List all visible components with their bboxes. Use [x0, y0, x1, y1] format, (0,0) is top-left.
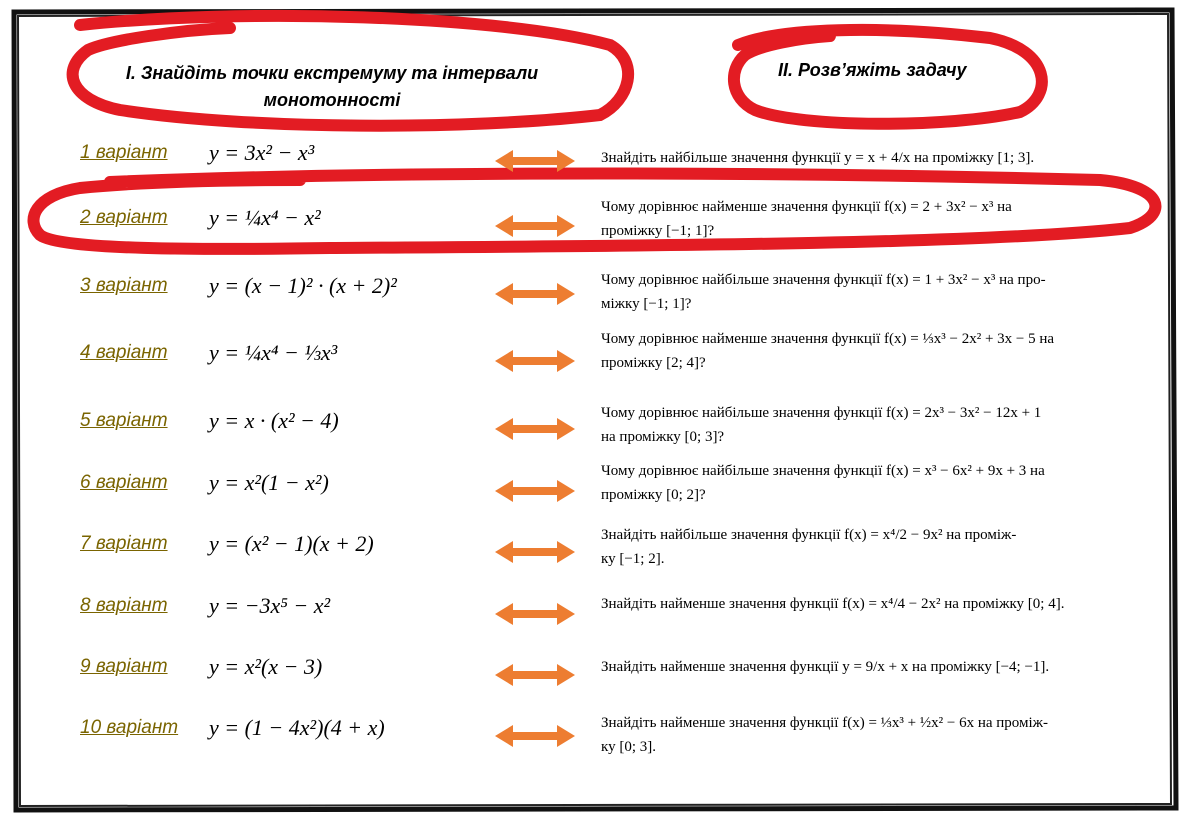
- task-line-1: Чому дорівнює найбільше значення функції f(x) = x³ − 6x² + 9x + 3 на: [601, 463, 1045, 479]
- double-arrow-icon: [493, 348, 577, 374]
- task-line-2: ку [0; 3].: [601, 739, 656, 755]
- double-arrow-icon: [493, 281, 577, 307]
- function-formula: y = 3x² − x³: [209, 140, 315, 165]
- part2-title: II. Розв’яжіть задачу: [778, 60, 967, 80]
- task-text: [601, 268, 1138, 316]
- task-text: [601, 195, 1138, 243]
- function-formula: y = ¼x⁴ − ⅓x³: [209, 340, 338, 365]
- task-line-2: ку [−1; 2].: [601, 551, 665, 567]
- task-text: [601, 459, 1138, 507]
- function-formula: y = ¼x⁴ − x²: [209, 205, 321, 230]
- task-line-2: проміжку [0; 2]?: [601, 487, 706, 503]
- function-formula: y = −3x⁵ − x²: [209, 593, 331, 618]
- variant-label[interactable]: 4 варіант: [80, 342, 168, 363]
- function-formula: y = (x − 1)² · (x + 2)²: [209, 273, 397, 298]
- double-arrow-icon: [493, 416, 577, 442]
- double-arrow-icon: [493, 662, 577, 688]
- double-arrow-icon: [493, 723, 577, 749]
- task-line-2: міжку [−1; 1]?: [601, 296, 692, 312]
- function-formula: y = (1 − 4x²)(4 + x): [209, 715, 385, 740]
- double-arrow-icon: [493, 601, 577, 627]
- variant-label[interactable]: 8 варіант: [80, 595, 168, 616]
- variant-label[interactable]: 10 варіант: [80, 717, 179, 738]
- task-line-1: Знайдіть найбільше значення функції f(x) = x⁴/2 − 9x² на проміж-: [601, 527, 1017, 543]
- variant-label[interactable]: 2 варіант: [80, 207, 168, 228]
- function-formula: y = x²(x − 3): [209, 654, 323, 679]
- variant-label[interactable]: 6 варіант: [80, 472, 168, 493]
- double-arrow-icon: [493, 539, 577, 565]
- variant-label[interactable]: 7 варіант: [80, 533, 168, 554]
- function-formula: y = x²(1 − x²): [209, 470, 329, 495]
- variant-label[interactable]: 3 варіант: [80, 275, 168, 296]
- task-text: [601, 327, 1138, 375]
- task-line-2: проміжку [−1; 1]?: [601, 223, 715, 239]
- task-line-2: проміжку [2; 4]?: [601, 355, 706, 371]
- task-text: [601, 146, 1138, 170]
- double-arrow-icon: [493, 148, 577, 174]
- task-line-2: на проміжку [0; 3]?: [601, 429, 725, 445]
- task-line-1: Чому дорівнює найменше значення функції f(x) = ⅓x³ − 2x² + 3x − 5 на: [601, 331, 1055, 347]
- part1-title: I. Знайдіть точки екстремуму та інтервали монотонності: [125, 63, 539, 110]
- task-line-1: Чому дорівнює найбільше значення функції f(x) = 1 + 3x² − x³ на про-: [601, 272, 1046, 288]
- double-arrow-icon: [493, 478, 577, 504]
- task-text: [601, 523, 1138, 571]
- task-line-1: Чому дорівнює найменше значення функції f(x) = 2 + 3x² − x³ на: [601, 199, 1012, 215]
- variant-label[interactable]: 5 варіант: [80, 410, 168, 431]
- task-line-1: Знайдіть найменше значення функції y = 9/x + x на проміжку [−4; −1].: [601, 659, 1050, 675]
- function-formula: y = x · (x² − 4): [209, 408, 339, 433]
- task-text: [601, 655, 1138, 679]
- function-formula: y = (x² − 1)(x + 2): [209, 531, 374, 556]
- task-text: [601, 592, 1138, 616]
- task-line-1: Знайдіть найменше значення функції f(x) = ⅓x³ + ½x² − 6x на проміж-: [601, 715, 1049, 731]
- task-text: [601, 401, 1138, 449]
- variant-label[interactable]: 1 варіант: [80, 142, 168, 163]
- task-line-1: Знайдіть найменше значення функції f(x) = x⁴/4 − 2x² на проміжку [0; 4].: [601, 596, 1065, 612]
- task-line-1: Знайдіть найбільше значення функції y = x + 4/x на проміжку [1; 3].: [601, 150, 1035, 166]
- double-arrow-icon: [493, 213, 577, 239]
- task-text: [601, 711, 1138, 759]
- task-line-1: Чому дорівнює найбільше значення функції f(x) = 2x³ − 3x² − 12x + 1: [601, 405, 1042, 421]
- variant-label[interactable]: 9 варіант: [80, 656, 168, 677]
